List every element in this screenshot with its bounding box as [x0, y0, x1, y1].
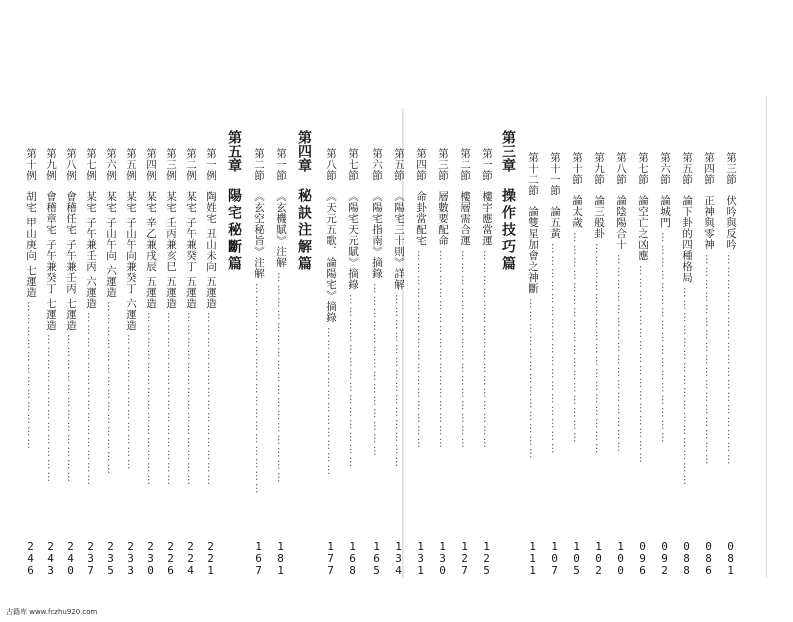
- toc-title: 論陰陽合十: [615, 194, 627, 250]
- leader-dots: ……………………………………: [371, 282, 383, 458]
- leader-dots: ……………………………………: [85, 312, 97, 488]
- leader-dots: ……………………………: [125, 334, 137, 472]
- page-number: 243: [44, 540, 57, 576]
- toc-entry[interactable]: [324, 148, 337, 477]
- page-number: 165: [370, 540, 383, 576]
- toc-section: 第六節: [659, 152, 671, 185]
- chapter-label: 第四章: [296, 130, 312, 172]
- toc-title: 某宅 辛乙兼戌辰 五運造: [145, 190, 157, 309]
- leader-dots: ……………………………………………: [253, 282, 265, 496]
- page-number: 092: [658, 540, 671, 576]
- page-number: 240: [64, 540, 77, 576]
- page-number: 177: [324, 540, 337, 576]
- leader-dots: …………………………………: [527, 297, 539, 461]
- toc-title: 論五黃: [549, 205, 561, 239]
- toc-entry[interactable]: [636, 152, 649, 465]
- toc-title: 《玄機賦》注解: [275, 190, 287, 268]
- toc-entry[interactable]: [274, 148, 287, 484]
- toc-entry[interactable]: [724, 152, 737, 466]
- toc-entry[interactable]: [164, 148, 177, 487]
- page-number: 081: [724, 540, 737, 576]
- page-number: 105: [570, 540, 583, 576]
- toc-entry[interactable]: [436, 148, 449, 450]
- leader-dots: ……………………………………………: [725, 253, 737, 467]
- toc-title: 正神與零神: [703, 194, 715, 250]
- leader-dots: ……………………………………: [347, 293, 359, 469]
- toc-entry[interactable]: [252, 148, 265, 495]
- toc-section: 第五節: [393, 148, 405, 181]
- chapter-label: 第三章: [500, 130, 516, 172]
- toc-title: 某宅 子午兼壬丙 六運造: [85, 190, 97, 309]
- leader-dots: ……………………………………: [205, 312, 217, 488]
- leader-dots: ……………………………………………: [659, 231, 671, 445]
- toc-title: 樓宇應當運: [481, 190, 493, 246]
- toc-section: 第七節: [637, 152, 649, 185]
- leader-dots: …………………………………………: [415, 249, 427, 450]
- page-edge: [766, 96, 767, 578]
- leader-dots: ………………………………: [325, 326, 337, 477]
- leader-dots: ……………………………………: [185, 312, 197, 488]
- page-number: 111: [526, 540, 539, 576]
- toc-entry[interactable]: [480, 148, 493, 450]
- leader-dots: ……………………………………: [145, 312, 157, 488]
- page-number: 246: [24, 540, 37, 576]
- toc-section: 第一節: [275, 148, 287, 181]
- toc-title: 《天元五歌．論陽宅》摘錄: [325, 190, 337, 323]
- chapter-title: 秘訣注解篇: [296, 188, 312, 273]
- toc-title: 論太歲: [571, 194, 583, 228]
- toc-entry[interactable]: [592, 152, 605, 455]
- toc-entry[interactable]: [526, 152, 539, 460]
- toc-entry[interactable]: [614, 152, 627, 454]
- toc-title: 某宅 子山午向兼癸丁 六運造: [125, 190, 137, 331]
- toc-title: 論城門: [659, 194, 671, 228]
- toc-title: 《陽宅指南》摘錄: [371, 190, 383, 279]
- toc-section: 第五節: [681, 152, 693, 185]
- toc-entry[interactable]: [24, 148, 37, 451]
- leader-dots: ……………………………………: [393, 293, 405, 469]
- toc-title: 《陽宅天元賦》摘錄: [347, 190, 359, 290]
- page-number: 237: [84, 540, 97, 576]
- toc-entry[interactable]: [414, 148, 427, 450]
- toc-section: 第八節: [615, 152, 627, 185]
- page-number: 096: [636, 540, 649, 576]
- toc-entry[interactable]: [680, 152, 693, 487]
- toc-section: 第六節: [371, 148, 383, 181]
- toc-title: 會稽任宅 子午兼壬丙 七運造: [65, 190, 77, 331]
- toc-title: 某宅 子午兼癸丁 五運造: [185, 190, 197, 309]
- page-number: 100: [614, 540, 627, 576]
- toc-entry[interactable]: [204, 148, 217, 487]
- toc-section: 第六例: [105, 148, 117, 181]
- watermark-footer: 古籍库 www.fczhu920.com: [6, 608, 98, 616]
- toc-section: 第九例: [45, 148, 57, 181]
- toc-section: 第三節: [437, 148, 449, 181]
- leader-dots: ……………………………………: [165, 312, 177, 488]
- toc-entry[interactable]: [104, 148, 117, 476]
- page-number: 131: [414, 540, 427, 576]
- page-number: 233: [124, 540, 137, 576]
- leader-dots: ……………………………………………: [593, 242, 605, 456]
- toc-title: 樓層需合運: [459, 190, 471, 246]
- toc-title: 論三般卦: [593, 194, 605, 239]
- toc-title: 伏吟與反吟: [725, 194, 737, 250]
- toc-section: 第一例: [205, 148, 217, 181]
- page-number: 167: [252, 540, 265, 576]
- toc-section: 第八節: [325, 148, 337, 181]
- page-number: 088: [680, 540, 693, 576]
- page-number: 221: [204, 540, 217, 576]
- leader-dots: ………………………………: [45, 334, 57, 485]
- toc-title: 論空亡之凶應: [637, 194, 649, 261]
- toc-entry[interactable]: [658, 152, 671, 444]
- leader-dots: …………………………………………: [615, 253, 627, 454]
- toc-entry[interactable]: [570, 152, 583, 444]
- toc-entry[interactable]: [548, 152, 561, 455]
- leader-dots: ……………………………………………: [549, 242, 561, 456]
- toc-entry[interactable]: [184, 148, 197, 487]
- page-number: 127: [458, 540, 471, 576]
- toc-section: 第二例: [185, 148, 197, 181]
- toc-section: 第五例: [125, 148, 137, 181]
- toc-title: 論下卦的四種格局: [681, 194, 693, 283]
- leader-dots: …………………………………………: [459, 249, 471, 450]
- toc-section: 第十節: [571, 152, 583, 185]
- chapter-heading: [226, 130, 241, 273]
- toc-entry[interactable]: [124, 148, 137, 472]
- toc-section: 第四例: [145, 148, 157, 181]
- page-number: 181: [274, 540, 287, 576]
- chapter-label: 第五章: [226, 130, 242, 172]
- toc-section: 第二節: [459, 148, 471, 181]
- toc-title: 陶姓宅 丑山未向 五運造: [205, 190, 217, 309]
- page-number: 134: [392, 540, 405, 576]
- toc-section: 第十例: [25, 148, 37, 181]
- toc-entry[interactable]: [144, 148, 157, 487]
- leader-dots: …………………………………………: [681, 286, 693, 487]
- page-number: 235: [104, 540, 117, 576]
- toc-entry[interactable]: [392, 148, 405, 469]
- toc-section: 第四節: [703, 152, 715, 185]
- toc-section: 第十一節: [549, 152, 561, 196]
- toc-title: 層數要配命: [437, 190, 449, 246]
- leader-dots: ……………………………………………: [571, 231, 583, 445]
- toc-title: 某宅 子山午向 六運造: [105, 190, 117, 298]
- toc-entry[interactable]: [370, 148, 383, 458]
- page-number: 107: [548, 540, 561, 576]
- leader-dots: ……………………………………………: [275, 271, 287, 485]
- toc-entry[interactable]: [346, 148, 359, 469]
- page-number: 125: [480, 540, 493, 576]
- toc-section: 第九節: [593, 152, 605, 185]
- leader-dots: ……………………………………: [105, 301, 117, 477]
- leader-dots: …………………………………………: [637, 264, 649, 465]
- page-number: 226: [164, 540, 177, 576]
- toc-section: 第七節: [347, 148, 359, 181]
- toc-title: 《玄空秘旨》注解: [253, 190, 265, 279]
- chapter-title: 操作技巧篇: [500, 188, 516, 273]
- leader-dots: ………………………………: [65, 334, 77, 485]
- toc-entry[interactable]: [64, 148, 77, 484]
- page-number: 230: [144, 540, 157, 576]
- toc-title: 會稽章宅 子午兼癸丁 七運造: [45, 190, 57, 331]
- page-number: 102: [592, 540, 605, 576]
- toc-section: 第三節: [725, 152, 737, 185]
- toc-entry[interactable]: [702, 152, 715, 466]
- toc-section: 第七例: [85, 148, 97, 181]
- toc-section: 第四節: [415, 148, 427, 181]
- toc-title: 胡宅 甲山庚向 七運造: [25, 190, 37, 298]
- leader-dots: …………………………………………: [481, 249, 493, 450]
- toc-section: 第一節: [481, 148, 493, 181]
- toc-title: 命卦當配宅: [415, 190, 427, 246]
- toc-entry[interactable]: [84, 148, 97, 487]
- toc-entry[interactable]: [44, 148, 57, 484]
- leader-dots: …………………………………………: [437, 249, 449, 450]
- page-number: 086: [702, 540, 715, 576]
- toc-title: 某宅 壬丙兼亥巳 五運造: [165, 190, 177, 309]
- toc-section: 第三例: [165, 148, 177, 181]
- leader-dots: ……………………………………………: [703, 253, 715, 467]
- chapter-heading: [500, 130, 515, 273]
- page-number: 224: [184, 540, 197, 576]
- toc-title: 論雙星加會之神斷: [527, 205, 539, 294]
- toc-section: 第十二節: [527, 152, 539, 196]
- page-number: 168: [346, 540, 359, 576]
- toc-entry[interactable]: [458, 148, 471, 450]
- leader-dots: ………………………………: [25, 301, 37, 452]
- page-number: 130: [436, 540, 449, 576]
- toc-section: 第八例: [65, 148, 77, 181]
- chapter-heading: [296, 130, 311, 273]
- toc-section: 第二節: [253, 148, 265, 181]
- toc-title: 《陽宅三十則》詳解: [393, 190, 405, 290]
- chapter-title: 陽宅秘斷篇: [226, 188, 242, 273]
